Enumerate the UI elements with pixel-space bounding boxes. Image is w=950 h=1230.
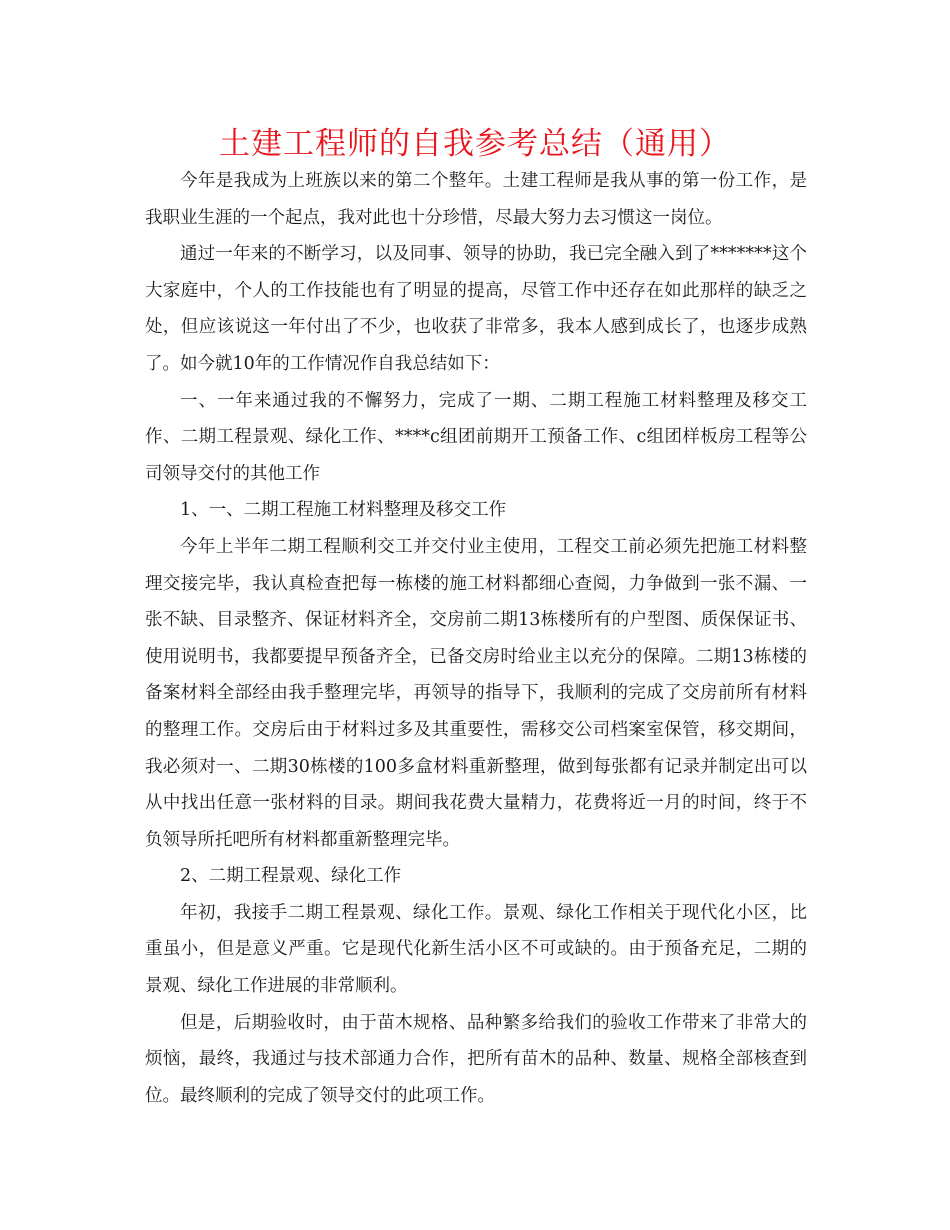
document-title: 土建工程师的自我参考总结（通用） bbox=[219, 126, 731, 162]
paragraph-materials: 今年上半年二期工程顺利交工并交付业主使用，工程交工前必须先把施工材料整理交接完毕，我认真检查把每一栋楼的施工材料都细心查阅，力争做到一张不漏、一张不缺、目录整齐、保证材料齐全，交房前二期13栋楼所有的户型图、质保保证书、使用说明书，我都要提早预备齐全，已备交房时给业主以充分的保障。二期13栋楼的备案材料全部经由我手整理完毕，再领导的指导下，我顺利的完成了交房前所有材料的整理工作。交房后由于材料过多及其重要性，需移交公司档案室保管，移交期间，我必须对一、二期30栋楼的100多盒材料重新整理，做到每张都有记录并制定出可以从中找出任意一张材料的目录。期间我花费大量精力，花费将近一月的时间，终于不负领导所托吧所有材料都重新整理完毕。 bbox=[145, 536, 807, 850]
paragraph-intro: 今年是我成为上班族以来的第二个整年。土建工程师是我从事的第一份工作，是我职业生涯的一个起点，我对此也十分珍惜，尽最大努力去习惯这一岗位。 bbox=[145, 171, 807, 228]
paragraph-overview: 通过一年来的不断学习，以及同事、领导的协助，我已完全融入到了*******这个大家庭中，个人的工作技能也有了明显的提高，尽管工作中还存在如此那样的缺乏之处，但应该说这一年付出了不少，也收获了非常多，我本人感到成长了，也逐步成熟了。如今就10年的工作情况作自我总结如下： bbox=[145, 244, 807, 374]
document-body bbox=[145, 163, 807, 1114]
paragraph-section-one: 一、一年来通过我的不懈努力，完成了一期、二期工程施工材料整理及移交工作、二期工程景观、绿化工作、****c组团前期开工预备工作、c组团样板房工程等公司领导交付的其他工作 bbox=[145, 390, 807, 484]
paragraph-landscape: 年初，我接手二期工程景观、绿化工作。景观、绿化工作相关于现代化小区，比重虽小，但是意义严重。它是现代化新生活小区不可或缺的。由于预备充足，二期的景观、绿化工作进展的非常顺利。 bbox=[145, 902, 807, 997]
paragraph-acceptance: 但是，后期验收时，由于苗木规格、品种繁多给我们的验收工作带来了非常大的烦恼，最终，我通过与技术部通力合作，把所有苗木的品种、数量、规格全部核查到位。最终顺利的完成了领导交付的此项工作。 bbox=[145, 1012, 807, 1106]
paragraph-heading-materials: 1、一、二期工程施工材料整理及移交工作 bbox=[180, 500, 507, 521]
paragraph-heading-landscape: 2、二期工程景观、绿化工作 bbox=[180, 866, 402, 887]
